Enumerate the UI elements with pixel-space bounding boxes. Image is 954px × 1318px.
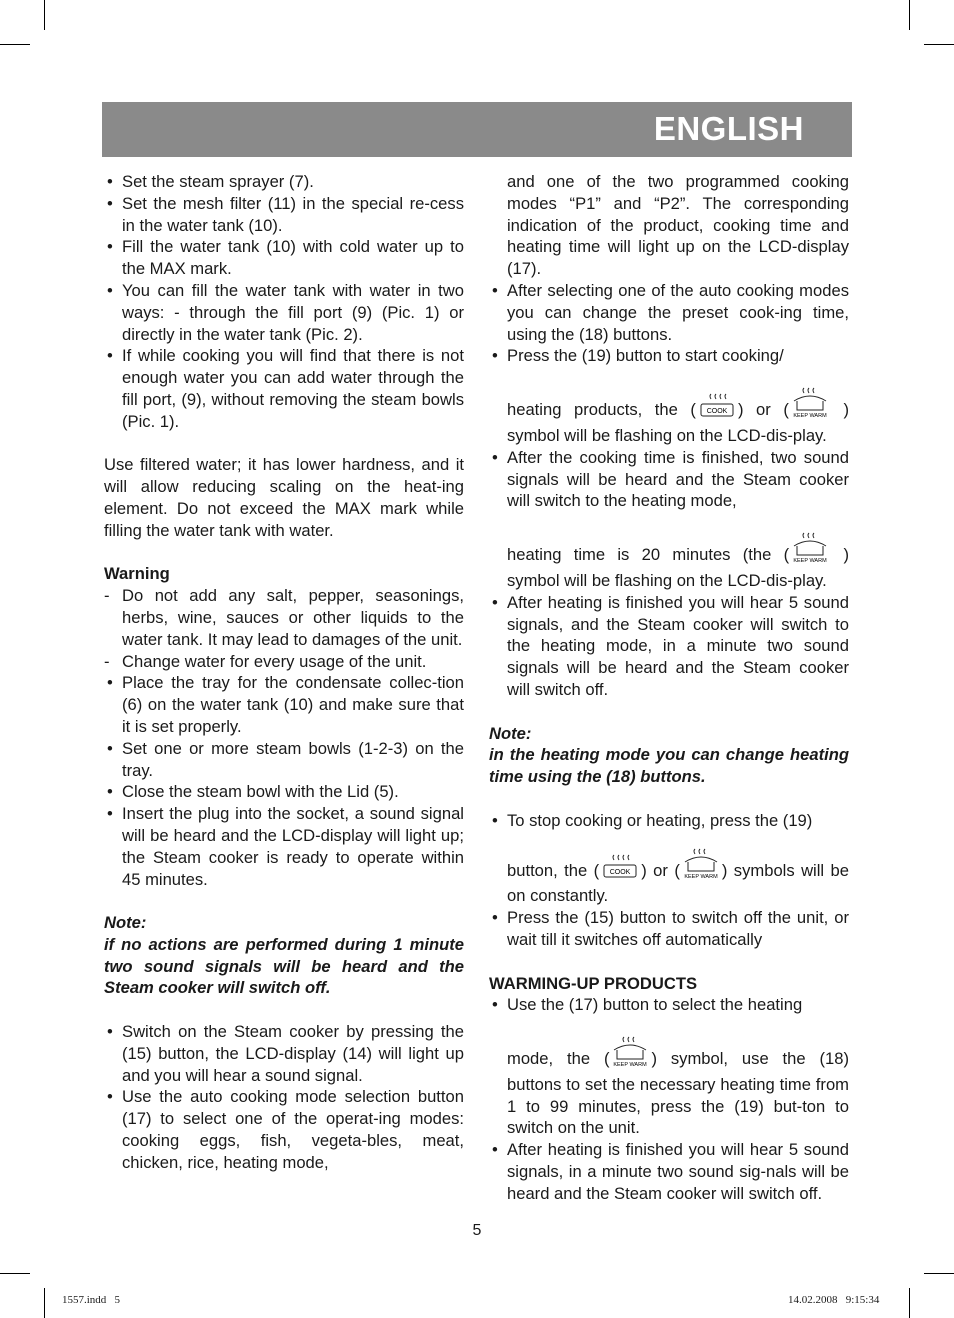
list-item: • Press the (15) button to switch off the unit, or wait till it switches off automatically — [492, 908, 849, 949]
warning-heading: Warning — [104, 564, 170, 584]
list-item: • Set the steam sprayer (7). — [107, 172, 314, 191]
note-heading: Note: — [489, 723, 532, 743]
list-item: • Set one or more steam bowls (1-2-3) on the tray. — [107, 738, 464, 780]
note-text: in the heating mode you can change heating time using the (18) buttons. — [489, 745, 849, 787]
list-item: • Switch on the Steam cooker by pressing the (15) button, the LCD-display (14) will light up and you will hear a sound signal. — [107, 1022, 464, 1085]
crop-mark — [909, 0, 910, 30]
list-item: • Use the (17) button to select the heating mode, the ( KEEP WARM ) symbol, use the (18) buttons to set the necessary heating time from 1 to 99 minutes, press the (19) but-ton to switch on the unit. — [492, 995, 849, 1138]
list-item-text: Use the (17) button to select the heating — [507, 995, 803, 1015]
crop-mark — [44, 0, 45, 30]
list-item-text: To stop cooking or heating, press the (19) — [507, 810, 813, 830]
list-item-text: ) or ( — [737, 400, 789, 420]
list-item-text: After the cooking time is finished, two sound signals will be heard and the Steam cooker will switch to the heating mode, — [507, 447, 849, 511]
list-item-text: button, the ( — [507, 860, 600, 880]
list-item: • Press the (19) button to start cooking/ heating products, the ( COOK ) or ( KEEP WARM ) symbol will be flashing on the LCD-dis-play. — [492, 346, 849, 445]
list-item-text: Insert the plug into the socket, a sound signal will be heard and the LCD-display will light up; the Steam cooker is ready to operate within 45 minutes. — [122, 804, 464, 889]
left-column — [104, 171, 464, 1174]
list-item-text: heating products, the ( — [507, 400, 696, 420]
keep-warm-icon-label: KEEP WARM — [613, 1062, 648, 1069]
list-item: • Use the auto cooking mode selection button (17) to select one of the operat-ing modes: cooking eggs, fish, vegeta-bles, meat, chicken, rice, heating mode, — [107, 1087, 464, 1172]
list-item-text: ) symbols will be on constantly. — [507, 860, 849, 906]
list-item-text: After heating is finished you will hear 5 sound signals, and the Steam cooker will switch to the heating mode, in a minute two sound signals will be heard and the Steam cooker will switch off. — [507, 592, 849, 699]
crop-mark — [0, 1273, 30, 1274]
cook-icon-label: COOK — [706, 408, 728, 416]
list-item: • Insert the plug into the socket, a sound signal will be heard and the LCD-display will light up; the Steam cooker is ready to operate within 45 minutes. — [107, 804, 464, 889]
list-item-text: Set one or more steam bowls (1-2-3) on the tray. — [122, 738, 464, 780]
crop-mark — [924, 44, 954, 45]
list-item-text: If while cooking you will find that there is not enough water you can add water through the fill port, (9), without removing the steam bowls (Pic. 1). — [122, 346, 464, 431]
list-item: • Fill the water tank (10) with cold water up to the MAX mark. — [107, 237, 464, 279]
paragraph: Use filtered water; it has lower hardness, and it will allow reducing scaling on the heat-ing element. Do not exceed the MAX mark while filling the water tank with water. — [104, 455, 464, 540]
list-item: - Change water for every usage of the unit. — [104, 651, 427, 671]
keep-warm-icon — [790, 530, 830, 570]
keep-warm-icon — [681, 846, 721, 886]
keep-warm-icon — [790, 385, 830, 425]
list-item: • After the cooking time is finished, two sound signals will be heard and the Steam cooker will switch to the heating mode, heating time is 20 minutes (the ( KEEP WARM ) symbol will be flashing on the LCD-dis-play. — [492, 447, 849, 590]
list-item: • After selecting one of the auto cooking modes you can change the preset cook-ing time, using the (18) buttons. — [492, 280, 849, 344]
list-item-text: heating time is 20 minutes (the ( — [507, 545, 790, 565]
list-item-text: After heating is finished you will hear 5 sound signals, in a minute two sound sig-nals will be heard and the Steam cooker will switch off. — [507, 1140, 849, 1203]
cook-icon-label: COOK — [609, 868, 631, 876]
list-item-text: Set the steam sprayer (7). — [122, 172, 314, 191]
list-item-text: After selecting one of the auto cooking modes you can change the preset cook-ing time, using the (18) buttons. — [507, 280, 849, 344]
right-column — [489, 171, 849, 1205]
crop-mark — [924, 1273, 954, 1274]
list-item-text: Set the mesh filter (11) in the special re-cess in the water tank (10). — [122, 193, 464, 235]
crop-mark — [0, 44, 30, 45]
list-item: • You can fill the water tank with water in two ways: - through the fill port (9) (Pic. 1) or directly in the water tank (Pic. 2). — [107, 280, 464, 344]
section-heading: WARMING-UP PRODUCTS — [489, 973, 698, 993]
keep-warm-icon-label: KEEP WARM — [793, 558, 827, 565]
paragraph: and one of the two programmed cooking modes “P1” and “P2”. The corresponding indication of the product, cooking time and heating time will light up on the LCD-display (17). — [507, 172, 849, 279]
list-item-text: ) symbol, use the (18) buttons to set the necessary heating time from 1 to 99 minutes, press the (19) but-ton to switch on the unit. — [507, 1049, 849, 1138]
list-item: • To stop cooking or heating, press the (19) button, the ( COOK ) or ( KEEP WARM ) symbols will be on constantly. — [492, 810, 849, 906]
page-title: ENGLISH — [653, 110, 804, 147]
cook-icon — [600, 854, 640, 886]
list-item: • Set the mesh filter (11) in the special re-cess in the water tank (10). — [107, 193, 464, 235]
list-item: • Close the steam bowl with the Lid (5). — [107, 782, 399, 802]
list-item-text: mode, the ( — [507, 1049, 610, 1069]
list-item-text: ) symbol will be flashing on the LCD-dis-play. — [507, 400, 849, 445]
header-bar — [102, 102, 852, 157]
list-item-text: Use the auto cooking mode selection button (17) to select one of the operat-ing modes: cooking eggs, fish, vegeta-bles, meat, chicken, rice, heating mode, — [122, 1087, 464, 1172]
list-item-text: Close the steam bowl with the Lid (5). — [122, 782, 399, 802]
list-item-text: Do not add any salt, pepper, seasonings, herbs, wine, sauces or other liquids to the water tank. It may lead to damages of the unit. — [122, 586, 464, 649]
list-item: • Place the tray for the condensate collec-tion (6) on the water tank (10) and make sure that it is set properly. — [107, 673, 464, 736]
crop-mark — [909, 1288, 910, 1318]
list-item-text: Press the (19) button to start cooking/ — [507, 346, 784, 366]
keep-warm-icon-label: KEEP WARM — [793, 413, 827, 420]
list-item-text: You can fill the water tank with water in two ways: - through the fill port (9) (Pic. 1) or directly in the water tank (Pic. 2). — [122, 280, 464, 344]
note-heading: Note: — [104, 913, 147, 933]
list-item: • If while cooking you will find that there is not enough water you can add water through the fill port, (9), without removing the steam bowls (Pic. 1). — [107, 346, 464, 431]
list-item-text: Press the (15) button to switch off the unit, or wait till it switches off automatically — [507, 908, 849, 949]
list-item-text: Fill the water tank (10) with cold water up to the MAX mark. — [122, 237, 464, 279]
list-item: - Do not add any salt, pepper, seasonings, herbs, wine, sauces or other liquids to the water tank. It may lead to damages of the unit. — [104, 586, 464, 649]
list-item-text: ) symbol will be flashing on the LCD-dis-play. — [507, 545, 849, 590]
note-text: if no actions are performed during 1 minute two sound signals will be heard and the Steam cooker will switch off. — [104, 934, 464, 998]
list-item: • After heating is finished you will hear 5 sound signals, in a minute two sound sig-nals will be heard and the Steam cooker will switch off. — [492, 1140, 849, 1203]
list-item-text: Change water for every usage of the unit. — [122, 651, 427, 671]
page-number: 5 — [472, 1222, 482, 1239]
crop-mark — [44, 1288, 45, 1318]
list-item-text: Place the tray for the condensate collec-tion (6) on the water tank (10) and make sure that it is set properly. — [122, 673, 464, 736]
keep-warm-icon — [610, 1034, 650, 1074]
footer-file: 1557.indd 5 — [62, 1294, 121, 1306]
list-item-text: ) or ( — [641, 860, 680, 880]
keep-warm-icon-label: KEEP WARM — [684, 873, 718, 880]
cook-icon — [697, 393, 737, 425]
list-item: • After heating is finished you will hear 5 sound signals, and the Steam cooker will switch to the heating mode, in a minute two sound signals will be heard and the Steam cooker will switch off. — [492, 592, 849, 699]
footer-timestamp: 14.02.2008 9:15:34 — [788, 1294, 880, 1306]
list-item-text: Switch on the Steam cooker by pressing the (15) button, the LCD-display (14) will light up and you will hear a sound signal. — [122, 1022, 464, 1085]
